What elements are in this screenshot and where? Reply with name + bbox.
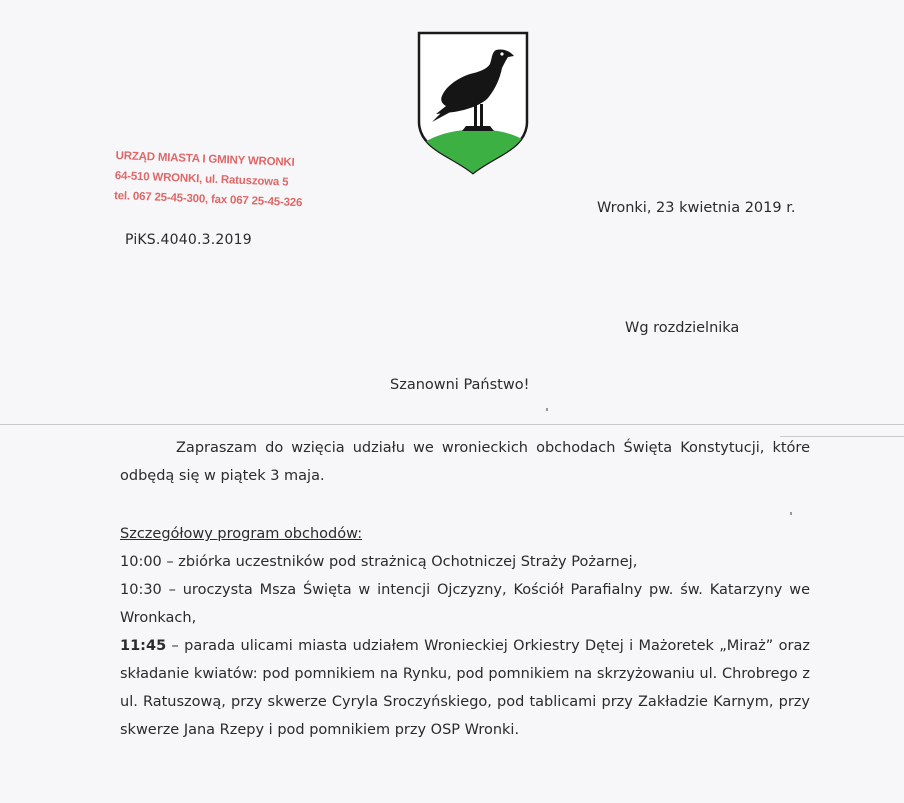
greeting: Szanowni Państwo! — [390, 377, 530, 393]
reference-number: PiKS.4040.3.2019 — [125, 232, 252, 248]
letter-date: Wronki, 23 kwietnia 2019 r. — [597, 200, 796, 216]
scan-speck — [546, 408, 548, 411]
stamp-line-address: 64-510 WRONKI, ul. Ratuszowa 5 — [114, 169, 289, 189]
program-title: Szczegółowy program obchodów: — [120, 526, 363, 542]
stamp-line-phone: tel. 067 25-45-300, fax 067 25-45-326 — [113, 189, 303, 210]
intro-paragraph: Zapraszam do wzięcia udziału we wronieckich obchodach Święta Konstytucji, które odbędą się w piątek 3 maja. — [120, 440, 810, 484]
office-stamp — [114, 146, 321, 214]
program-item — [120, 548, 810, 576]
program-item-text: – zbiórka uczestników pod strażnicą Ochotniczej Straży Pożarnej, — [161, 554, 638, 570]
program-item — [120, 576, 810, 632]
stamp-line-office: URZĄD MIASTA I GMINY WRONKI — [115, 149, 295, 169]
program-item-time: 11:45 — [120, 638, 167, 654]
program-item — [120, 632, 810, 744]
program-section — [120, 520, 810, 744]
program-item-time: 10:00 — [120, 554, 162, 570]
program-item-text: – uroczysta Msza Święta w intencji Ojczyzny, Kościół Parafialny pw. św. Katarzyny we Wronkach, — [120, 582, 810, 626]
program-item-text: – parada ulicami miasta udziałem Wronieckiej Orkiestry Dętej i Mażoretek „Miraż” oraz składanie kwiatów: pod pomnikiem na Rynku, pod pomnikiem na skrzyżowaniu ul. Chrobrego z ul. Ratuszową, przy skwerze Cyryla Sroczyńskiego, pod tablicami przy Zakładzie Karnym, przy skwerze Jana Rzepy i pod pomnikiem przy OSP Wronki. — [120, 638, 810, 738]
scan-divider — [0, 424, 904, 425]
program-item-time: 10:30 — [120, 582, 162, 598]
scan-speck — [790, 512, 792, 515]
recipient-line: Wg rozdzielnika — [625, 320, 740, 336]
raven-coat-of-arms-icon — [416, 30, 530, 175]
